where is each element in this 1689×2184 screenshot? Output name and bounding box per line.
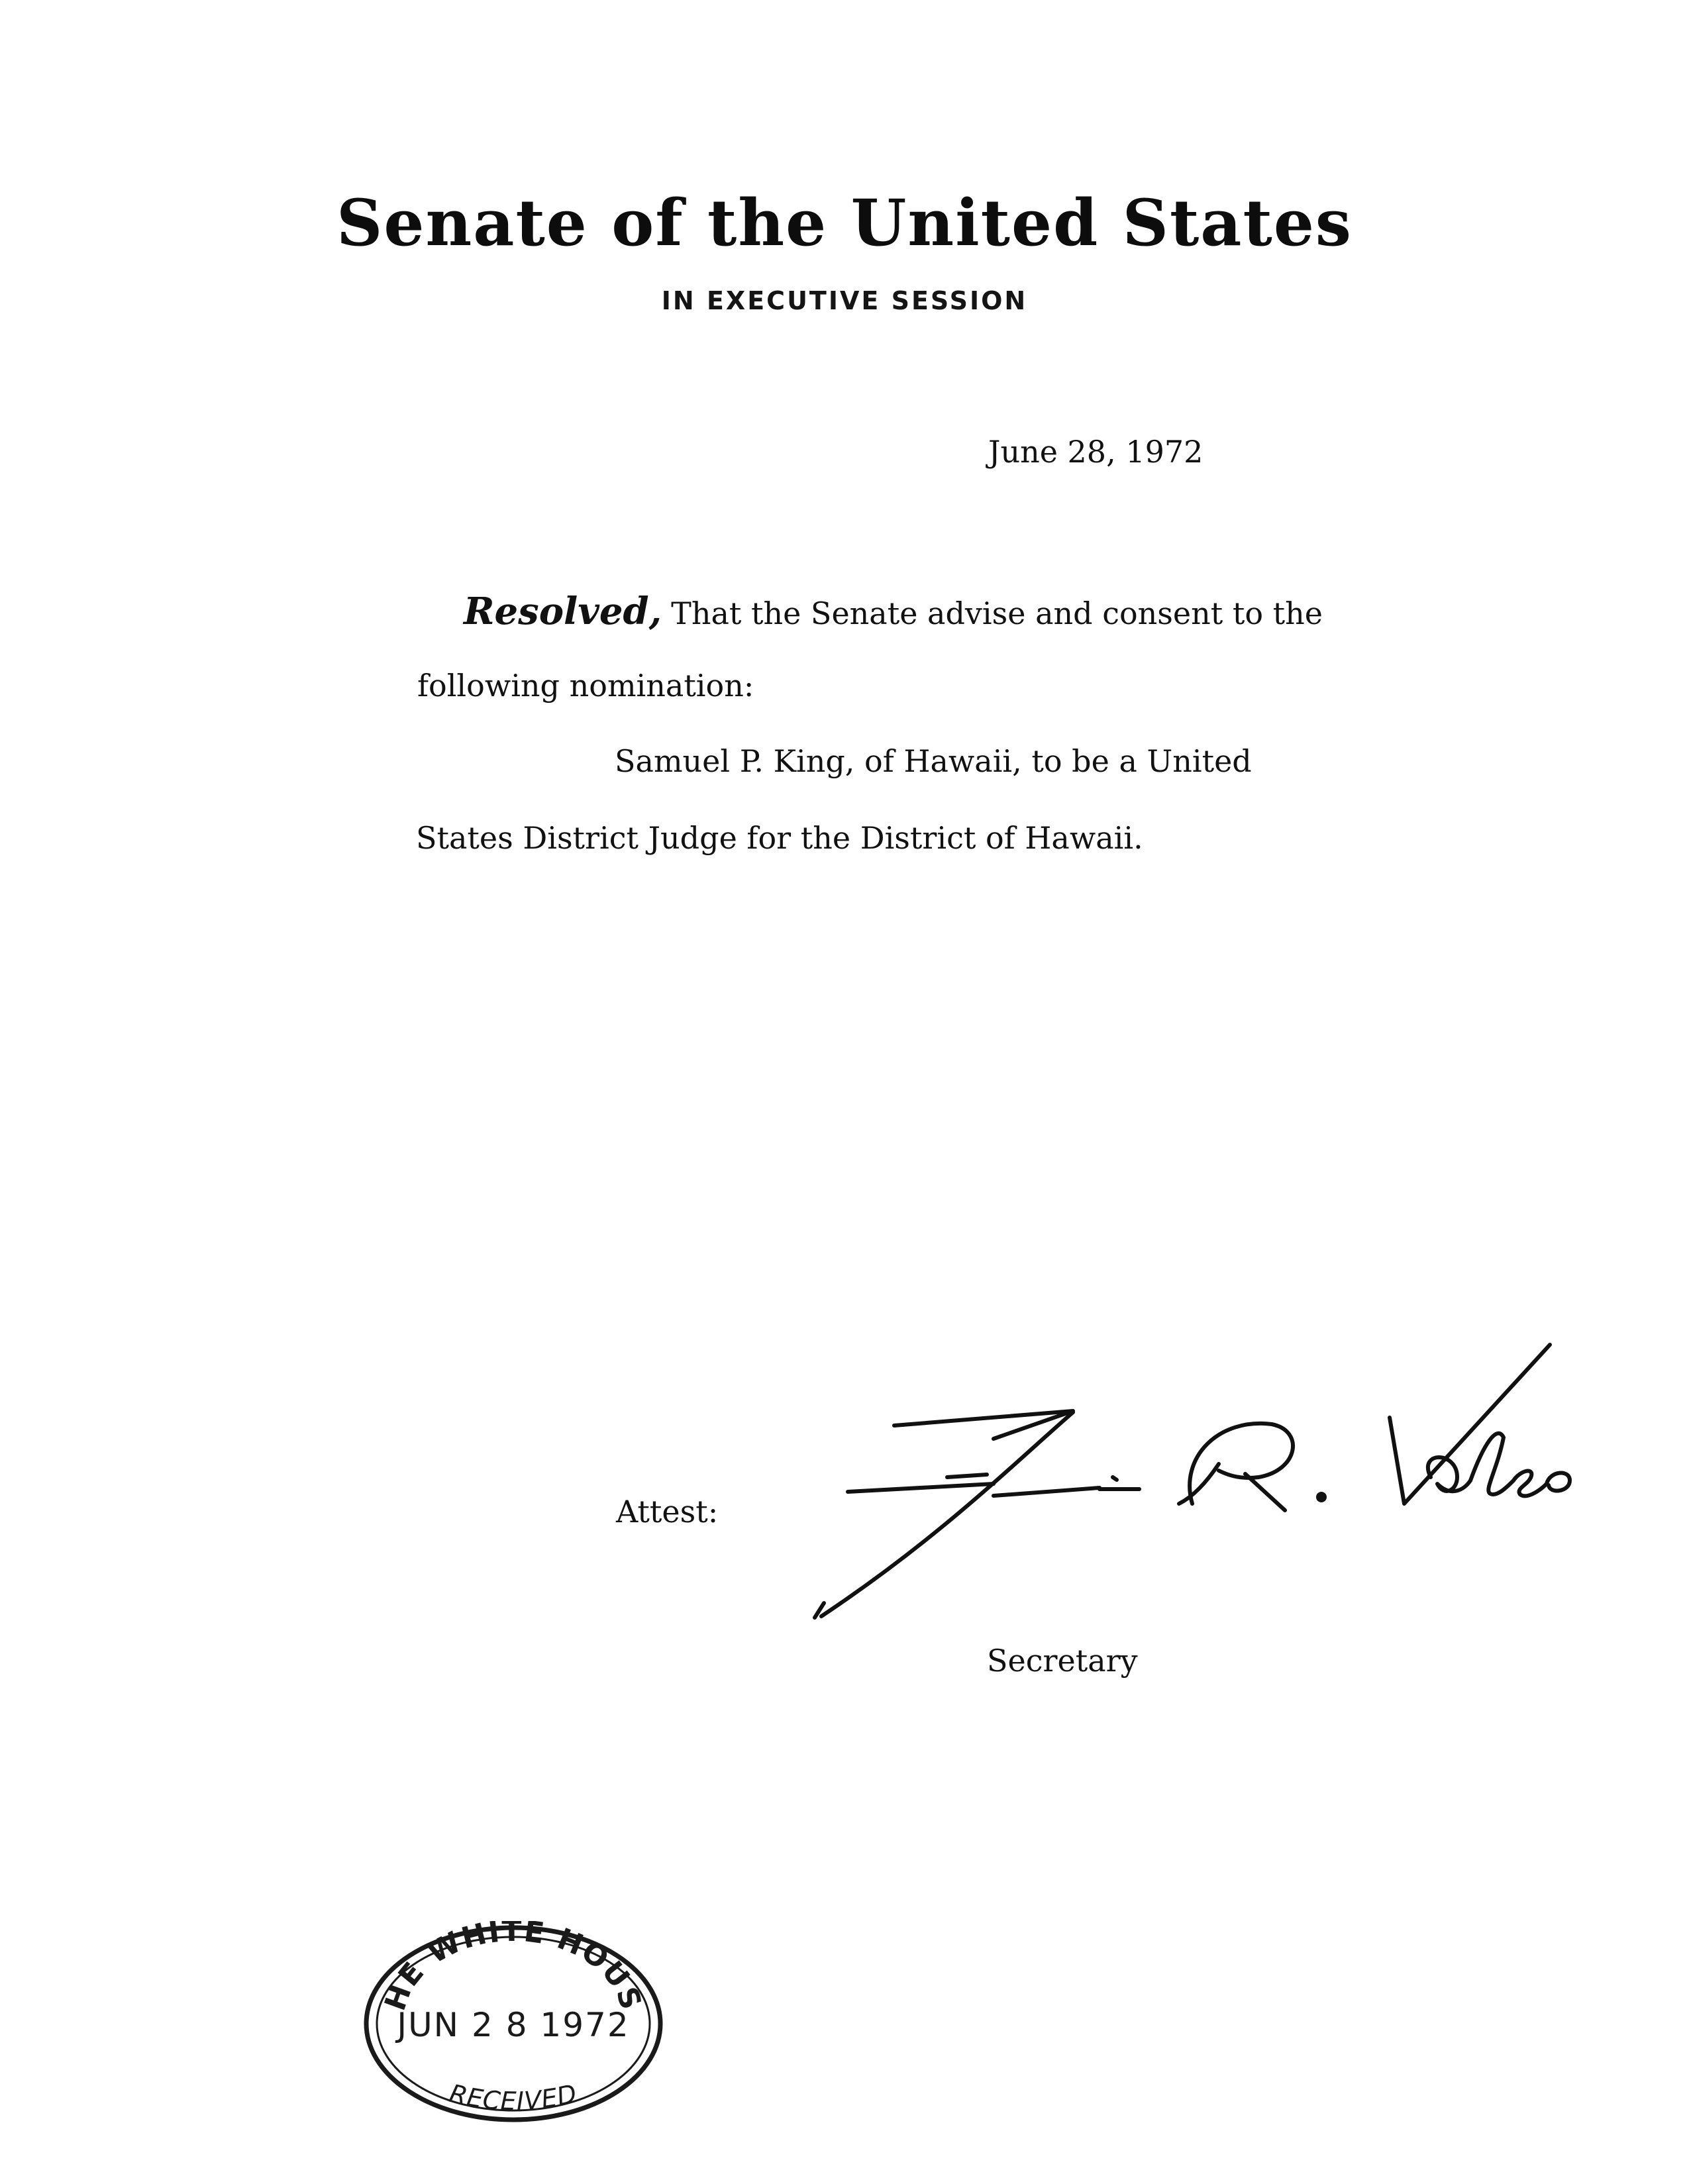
resolution-text-1: That the Senate advise and consent to the xyxy=(671,596,1323,631)
nomination-line-1: Samuel P. King, of Hawaii, to be a United xyxy=(615,743,1252,779)
svg-text:THE WHITE HOUSE: HE WHITE HOUS xyxy=(378,1921,648,2015)
resolution-line-2: following nomination: xyxy=(417,668,754,703)
signer-title: Secretary xyxy=(987,1643,1138,1679)
attest-label: Attest: xyxy=(616,1494,719,1530)
stamp-date: JUN 2 8 1972 xyxy=(397,2006,630,2044)
svg-text:RECEIVED: RECEIVED xyxy=(446,2078,580,2116)
session-subheading: IN EXECUTIVE SESSION xyxy=(661,286,1028,315)
handwritten-signature xyxy=(795,1338,1590,1643)
nomination-line-2: States District Judge for the District of Hawaii. xyxy=(416,820,1143,856)
white-house-received-stamp xyxy=(358,1921,669,2126)
document-heading: Senate of the United States xyxy=(336,185,1353,260)
resolved-word: Resolved, xyxy=(464,590,662,633)
document-date: June 28, 1972 xyxy=(988,434,1203,470)
resolution-line-1 xyxy=(464,590,1323,633)
